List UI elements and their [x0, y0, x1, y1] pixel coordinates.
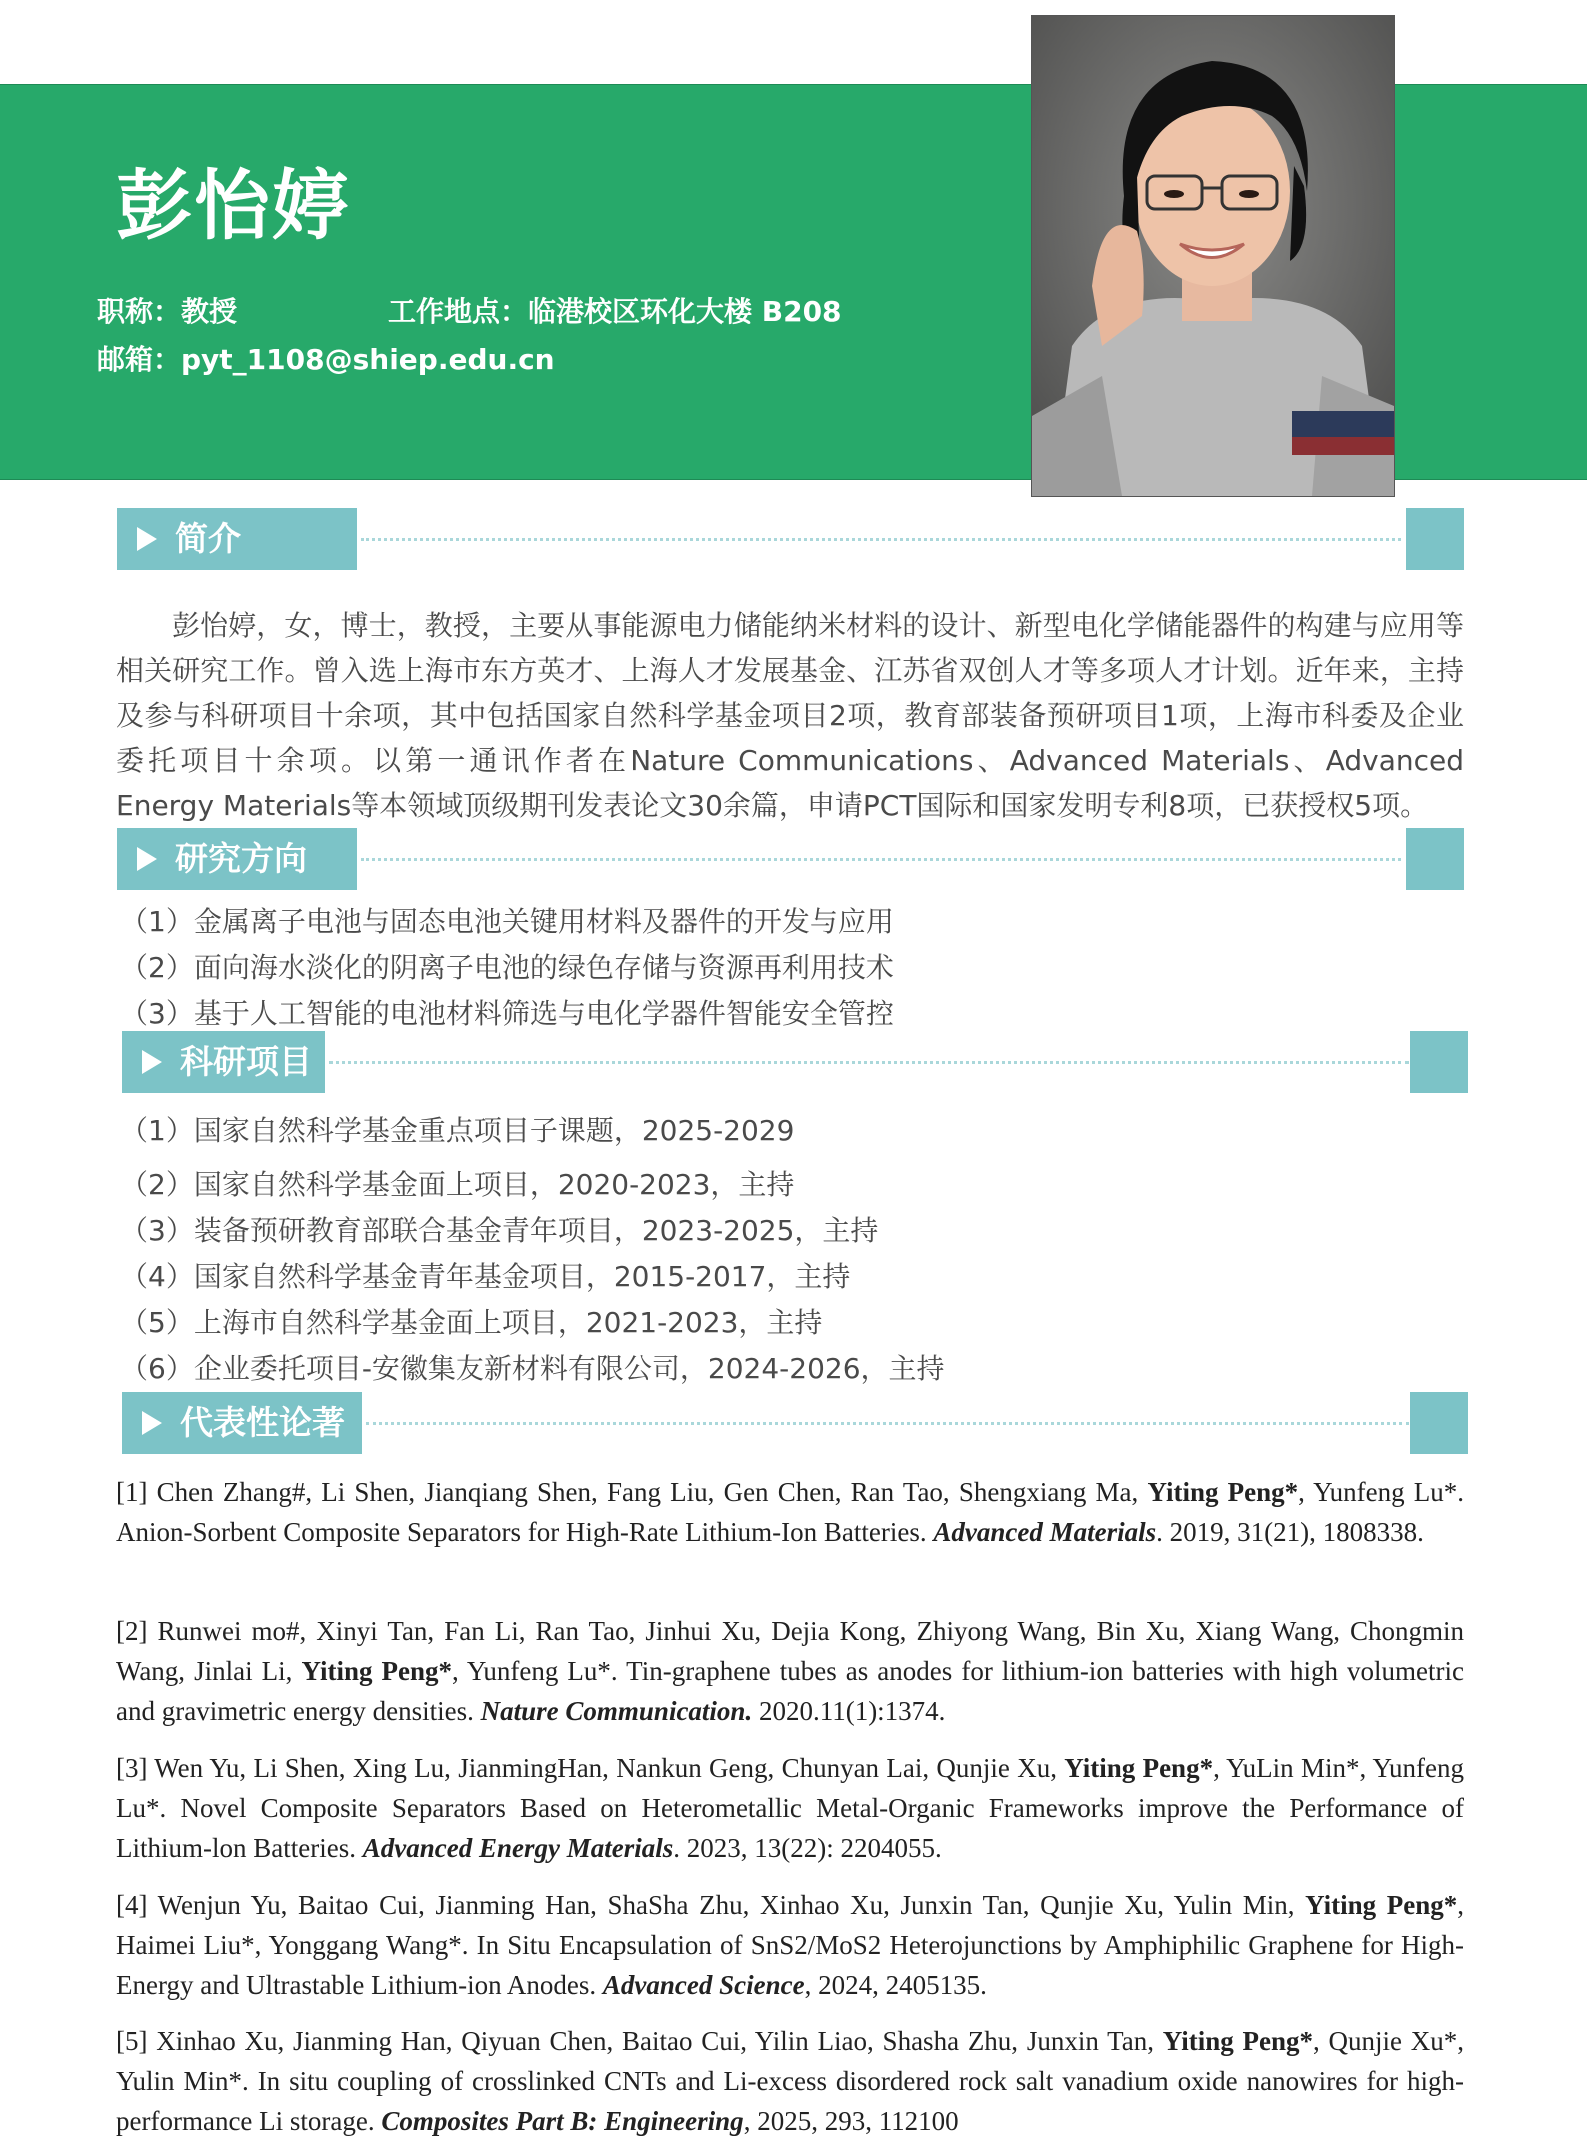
- section-tab: [117, 508, 357, 570]
- section-title: 代表性论著: [180, 1403, 345, 1442]
- paper-reference: [2] Runwei mo#, Xinyi Tan, Fan Li, Ran Tao, Jinhui Xu, Dejia Kong, Zhiyong Wang, Bin Xu, Xiang Wang, Chongmin Wang, Jinlai Li, Yiting Peng*, Yunfeng Lu*. Tin-graphene tubes as anodes for lithium-ion batteries with high volumetric and gravimetric energy densities. Nature Communication. 2020.11(1):1374.: [116, 1616, 1465, 1726]
- intro-paragraph: 彭怡婷，女，博士，教授，主要从事能源电力储能纳米材料的设计、新型电化学储能器件的构建与应用等相关研究工作。曾入选上海市东方英才、上海人才发展基金、江苏省双创人才等多项人才计划。近年来，主持及参与科研项目十余项，其中包括国家自然科学基金项目2项，教育部装备预研项目1项，上海市科委及企业委托项目十余项。以第一通讯作者在Nature Communications、Advanced Materials、Advanced Energy Materials等本领域顶级期刊发表论文30余篇，申请PCT国际和国家发明专利8项，已获授权5项。: [116, 609, 1464, 822]
- paper-reference: [3] Wen Yu, Li Shen, Xing Lu, JianmingHan, Nankun Geng, Chunyan Lai, Qunjie Xu, Yiting Peng*, YuLin Min*, Yunfeng Lu*. Novel Composite Separators Based on Heterometallic Metal-Organic Frameworks improve the Performance of Lithium-lon Batteries. Advanced Energy Materials. 2023, 13(22): 2204055.: [116, 1753, 1464, 1863]
- project-item: （6）企业委托项目-安徽集友新材料有限公司，2024-2026，主持: [120, 1352, 945, 1385]
- triangle-icon: [137, 527, 157, 551]
- paper-reference: [4] Wenjun Yu, Baitao Cui, Jianming Han, ShaSha Zhu, Xinhao Xu, Junxin Tan, Qunjie Xu, Yulin Min, Yiting Peng*, Haimei Liu*, Yonggang Wang*. In Situ Encapsulation of SnS2/MoS2 Heterojunctions by Amphiphilic Graphene for High-Energy and Ultrastable Lithium-ion Anodes. Advanced Science, 2024, 2405135.: [116, 1890, 1464, 2000]
- dotted-divider: [361, 538, 1401, 541]
- triangle-icon: [142, 1050, 162, 1074]
- portrait-photo: [1031, 15, 1395, 497]
- section-header-research: [117, 828, 1464, 890]
- dotted-divider: [361, 858, 1401, 861]
- dotted-divider: [329, 1061, 1409, 1064]
- work-location: 工作地点：临港校区环化大楼 B208: [388, 295, 842, 328]
- research-item: （2）面向海水淡化的阴离子电池的绿色存储与资源再利用技术: [120, 951, 894, 984]
- section-header-papers: [122, 1392, 1468, 1454]
- research-item: （3）基于人工智能的电池材料筛选与电化学器件智能安全管控: [120, 997, 894, 1030]
- section-tab: [117, 828, 357, 890]
- triangle-icon: [142, 1411, 162, 1435]
- section-header-projects: [122, 1031, 1468, 1093]
- project-item: （1）国家自然科学基金重点项目子课题，2025-2029: [120, 1114, 795, 1147]
- dotted-divider: [366, 1422, 1409, 1425]
- section-title: 科研项目: [180, 1042, 312, 1081]
- project-item: （5）上海市自然科学基金面上项目，2021-2023，主持: [120, 1306, 823, 1339]
- project-item: （4）国家自然科学基金青年基金项目，2015-2017，主持: [120, 1260, 851, 1293]
- section-header-intro: [117, 508, 1464, 570]
- section-tab: [122, 1031, 325, 1093]
- email: 邮箱：pyt_1108@shiep.edu.cn: [97, 343, 555, 376]
- paper-reference: [5] Xinhao Xu, Jianming Han, Qiyuan Chen, Baitao Cui, Yilin Liao, Shasha Zhu, Junxin Tan, Yiting Peng*, Qunjie Xu*, Yulin Min*. In situ coupling of crosslinked CNTs and Li-excess disordered rock salt vanadium oxide nanowires for high-performance Li storage. Composites Part B: Engineering, 2025, 293, 112100: [116, 2026, 1464, 2136]
- section-end-block: [1406, 828, 1464, 890]
- section-end-block: [1406, 508, 1464, 570]
- section-end-block: [1410, 1392, 1468, 1454]
- section-title: 简介: [175, 519, 241, 558]
- triangle-icon: [137, 847, 157, 871]
- job-title: 职称：教授: [97, 295, 238, 328]
- person-name: 彭怡婷: [116, 161, 350, 250]
- section-tab: [122, 1392, 362, 1454]
- project-item: （2）国家自然科学基金面上项目，2020-2023，主持: [120, 1168, 795, 1201]
- section-end-block: [1410, 1031, 1468, 1093]
- research-item: （1）金属离子电池与固态电池关键用材料及器件的开发与应用: [120, 905, 894, 938]
- project-item: （3）装备预研教育部联合基金青年项目，2023-2025，主持: [120, 1214, 879, 1247]
- section-title: 研究方向: [175, 839, 307, 878]
- paper-reference: [1] Chen Zhang#, Li Shen, Jianqiang Shen, Fang Liu, Gen Chen, Ran Tao, Shengxiang Ma, Yiting Peng*, Yunfeng Lu*. Anion-Sorbent Composite Separators for High‐Rate Lithium-Ion Batteries. Advanced Materials. 2019, 31(21), 1808338.: [116, 1477, 1464, 1547]
